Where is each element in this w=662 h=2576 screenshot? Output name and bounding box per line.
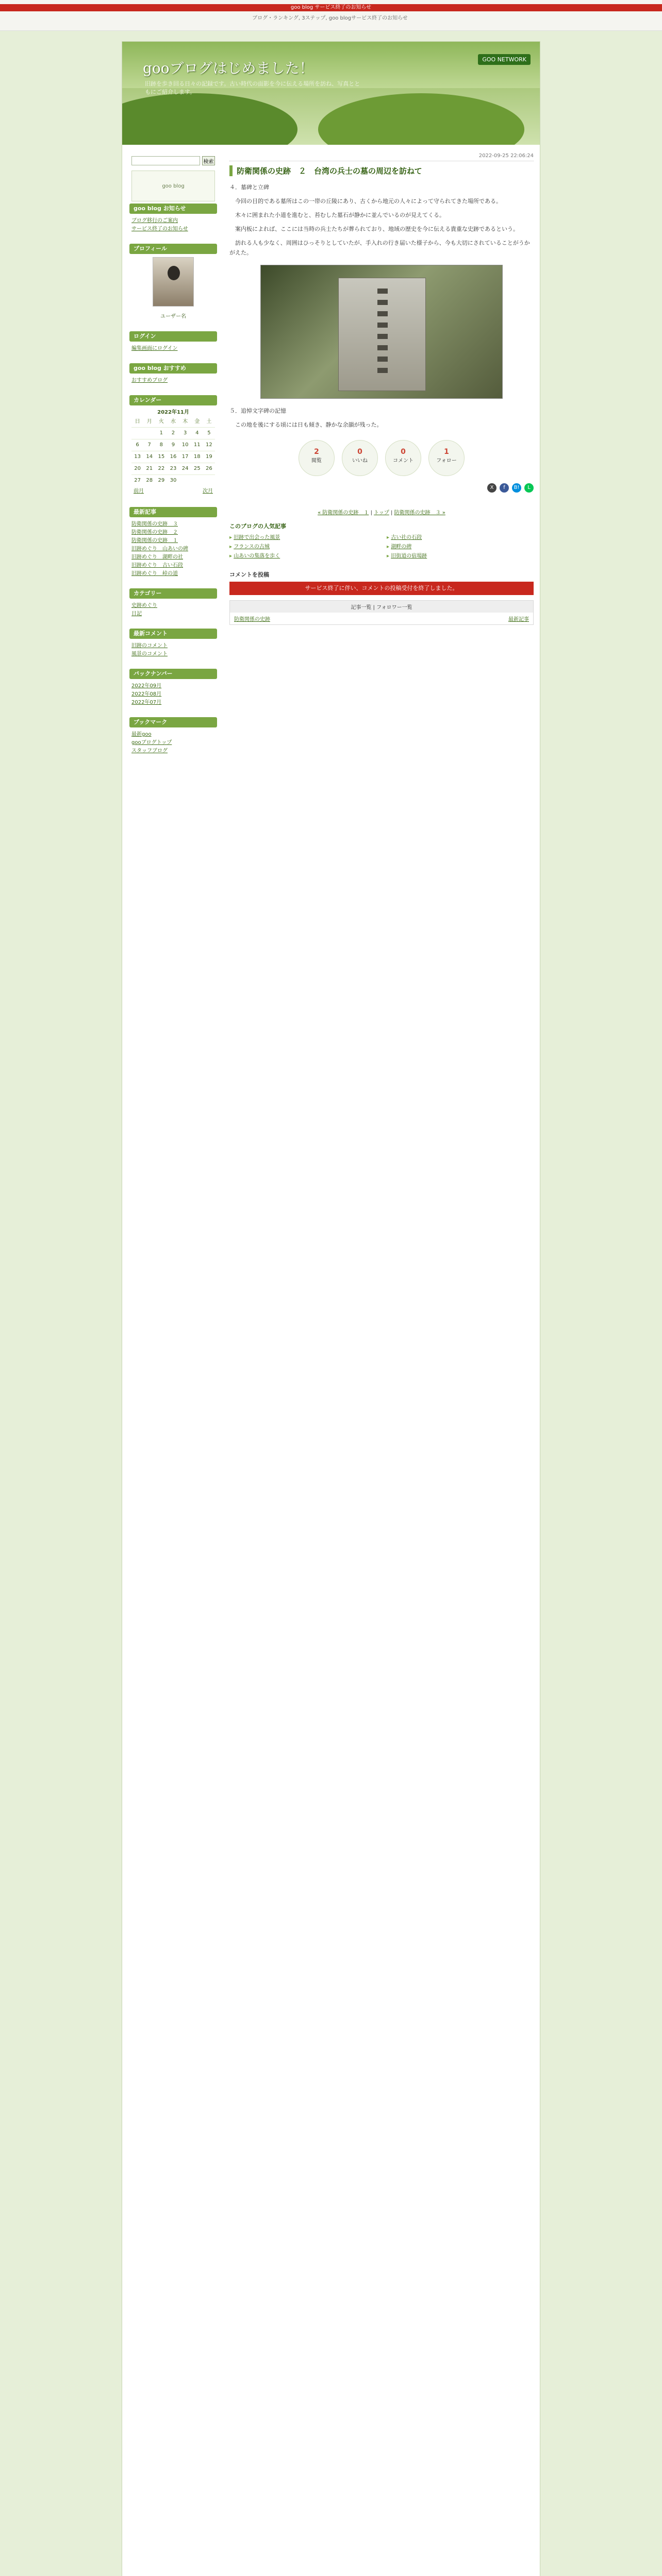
calendar-day-cell[interactable]: 7	[143, 439, 155, 451]
calendar-day-header: 土	[206, 419, 212, 425]
calendar-week-row	[131, 428, 215, 439]
calendar-day-cell[interactable]: 3	[179, 428, 191, 439]
goo-blog-news-link[interactable]: サービス終了のお知らせ	[131, 226, 188, 232]
backnumber-box	[129, 669, 217, 710]
blog-title[interactable]: gooブログはじめました！	[143, 60, 314, 77]
stat-value: 0	[357, 448, 362, 456]
backnumber-link[interactable]: 2022年07月	[131, 700, 162, 705]
recommend-box	[129, 363, 217, 388]
stat-item[interactable]	[428, 440, 465, 476]
calendar-day-cell[interactable]	[143, 428, 155, 439]
bookmark-link[interactable]: 最新goo	[131, 732, 152, 737]
blog-header	[122, 42, 540, 145]
service-notice[interactable]	[0, 4, 662, 11]
calendar-day-cell[interactable]: 25	[191, 463, 203, 475]
entry-paragraph: ４．墓碑と立碑	[229, 184, 269, 191]
goo-blog-news-title: goo blog お知らせ	[129, 204, 217, 214]
related-posts	[229, 522, 534, 561]
comment-section	[229, 570, 534, 625]
stat-label: コメント	[393, 458, 413, 464]
stat-item[interactable]	[385, 440, 421, 476]
stat-value: 1	[444, 448, 449, 456]
category-link[interactable]: 日記	[131, 611, 142, 617]
calendar-day-cell[interactable]: 24	[179, 463, 191, 475]
related-post-link[interactable]: 古い社の石段	[391, 535, 422, 540]
entry-body	[229, 182, 534, 258]
calendar-day-cell[interactable]: 9	[167, 439, 179, 451]
stat-label: いいね	[352, 458, 368, 464]
entry-paragraph: 訪れる人も少なく、周囲はひっそりとしていたが、手入れの行き届いた様子から、今も大切にされていることがうかがえた。	[229, 240, 530, 256]
entry-list-left[interactable]: 防衛関係の史跡	[234, 617, 270, 622]
header-hill-left	[122, 93, 297, 145]
stat-value: 2	[314, 448, 319, 456]
comments-box	[129, 629, 217, 662]
entry-list-box	[229, 600, 534, 625]
comments-title: 最新コメント	[129, 629, 217, 639]
entry-stats	[229, 440, 534, 476]
entry-section-heading: ５．追悼文字碑の記憶	[229, 408, 286, 414]
recent-entry-link[interactable]: 旧跡めぐり 峠の道	[131, 571, 178, 577]
calendar-day-header: 日	[135, 419, 140, 425]
calendar-day-cell[interactable]	[191, 475, 203, 487]
calendar-day-cell[interactable]: 21	[143, 463, 155, 475]
x-share-icon[interactable]: X	[487, 483, 496, 493]
calendar-day-cell[interactable]: 20	[131, 463, 143, 475]
recent-entry-link[interactable]: 防衛関係の史跡 ３	[131, 521, 178, 527]
entry-paragraph: 今回の目的である墓所はこの一帯の丘陵にあり、古くから地元の人々によって守られてきた場所である。	[229, 198, 502, 205]
calendar-day-header: 金	[194, 419, 200, 425]
related-post-link[interactable]: フランスの古城	[234, 544, 270, 550]
related-post-link[interactable]: 山あいの集落を歩く	[234, 553, 280, 559]
calendar-prev-link[interactable]: 前月	[134, 488, 144, 494]
calendar-day-cell[interactable]: 15	[155, 451, 167, 463]
related-heading: このブログの人気記事	[229, 523, 286, 530]
calendar-day-cell[interactable]: 30	[167, 475, 179, 487]
recent-box	[129, 507, 217, 581]
memorial-stone-image	[338, 278, 426, 391]
recent-entry-link[interactable]: 防衛関係の史跡 １	[131, 538, 178, 544]
related-post-link[interactable]: 湖畔の碑	[391, 544, 412, 550]
facebook-share-icon[interactable]: f	[500, 483, 509, 493]
bookmark-link[interactable]: gooブログトップ	[131, 740, 172, 745]
calendar-week-row	[131, 475, 215, 487]
calendar-week-row	[131, 463, 215, 475]
calendar-day-cell[interactable]: 29	[155, 475, 167, 487]
sidebar	[129, 153, 217, 766]
next-entry-link[interactable]: 防衛関係の史跡 ３ »	[394, 510, 445, 516]
calendar-day-cell[interactable]: 28	[143, 475, 155, 487]
calendar-month: 2022年11月	[157, 410, 189, 415]
related-post-link[interactable]: 旧街道の宿場跡	[391, 553, 427, 559]
comment-closed-banner[interactable]: サービス終了に伴い、コメントの投稿受付を終了しました。	[229, 582, 534, 595]
header-hill-right	[318, 93, 524, 145]
calendar-day-header: 月	[146, 419, 152, 425]
recent-entry-link[interactable]: 旧跡めぐり 山あいの碑	[131, 546, 188, 552]
category-link[interactable]: 史跡めぐり	[131, 603, 157, 608]
login-link[interactable]: 編集画面にログイン	[131, 346, 178, 351]
calendar-day-cell[interactable]: 22	[155, 463, 167, 475]
calendar-week-row	[131, 451, 215, 463]
recent-entry-link[interactable]: 防衛関係の史跡 ２	[131, 530, 178, 535]
calendar-day-cell[interactable]: 26	[203, 463, 215, 475]
entry-list-right[interactable]: 最新記事	[508, 617, 529, 622]
search-form	[129, 153, 217, 168]
search-button[interactable]: 検索	[202, 156, 215, 165]
calendar-day-cell[interactable]: 19	[203, 451, 215, 463]
calendar-day-cell[interactable]: 27	[131, 475, 143, 487]
stat-item[interactable]	[342, 440, 378, 476]
bookmark-title: ブックマーク	[129, 717, 217, 727]
calendar-day-header: 火	[158, 419, 164, 425]
calendar-day-cell[interactable]: 14	[143, 451, 155, 463]
backnumber-link[interactable]: 2022年08月	[131, 691, 162, 697]
calendar-day-cell[interactable]: 1	[155, 428, 167, 439]
entry-photo[interactable]	[260, 265, 503, 399]
comment-link[interactable]: 旧跡のコメント	[131, 643, 168, 649]
goo-network-logo[interactable]: GOO NETWORK	[478, 54, 531, 65]
category-box	[129, 588, 217, 621]
calendar-day-cell[interactable]: 17	[179, 451, 191, 463]
comment-heading: コメントを投稿	[229, 571, 269, 578]
backnumber-title: バックナンバー	[129, 669, 217, 679]
profile-name[interactable]: ユーザー名	[160, 314, 186, 319]
blog-page	[122, 41, 540, 2576]
calendar-day-cell[interactable]	[131, 428, 143, 439]
stat-label: フォロー	[436, 458, 457, 464]
stat-item[interactable]	[299, 440, 335, 476]
main-content	[229, 153, 534, 625]
bookmark-link[interactable]: スタッフブログ	[131, 748, 168, 754]
entry-paragraph: この地を後にする頃には日も傾き、静かな余韻が残った。	[229, 421, 383, 428]
entry-body-2	[229, 406, 534, 430]
search-input[interactable]	[131, 156, 200, 165]
calendar-day-cell[interactable]: 5	[203, 428, 215, 439]
calendar-day-cell[interactable]	[203, 475, 215, 487]
recommend-link[interactable]: おすすめブログ	[131, 378, 168, 383]
goo-blog-badge[interactable]: goo blog	[131, 171, 215, 201]
entry-list-row	[230, 613, 533, 624]
recent-title: 最新記事	[129, 507, 217, 517]
calendar-day-cell[interactable]: 12	[203, 439, 215, 451]
calendar-day-cell[interactable]	[179, 475, 191, 487]
entry-paragraph: 案内板によれば、ここには当時の兵士たちが葬られており、地域の歴史を今に伝える貴重な史跡であるという。	[229, 226, 519, 232]
top-bar	[0, 0, 662, 31]
calendar-table	[131, 417, 215, 486]
prev-entry-link[interactable]: « 防衛関係の史跡 １	[318, 510, 369, 516]
login-box	[129, 331, 217, 356]
calendar-body	[131, 428, 215, 487]
calendar-day-cell[interactable]: 8	[155, 439, 167, 451]
recommend-title: goo blog おすすめ	[129, 363, 217, 374]
backnumber-link[interactable]: 2022年09月	[131, 683, 162, 689]
ad-strip[interactable]: ブログ・ランキング, 3ステップ, goo blogサービス終了のお知らせ	[252, 15, 408, 21]
calendar-nav	[131, 486, 215, 497]
comment-link[interactable]: 風景のコメント	[131, 651, 168, 657]
goo-blog-news-link[interactable]: ブログ移行のご案内	[131, 218, 178, 224]
calendar-day-cell[interactable]: 10	[179, 439, 191, 451]
entry-paragraph: 木々に囲まれた小道を進むと、苔むした墓石が静かに並んでいるのが見えてくる。	[229, 212, 445, 218]
share-buttons	[229, 483, 534, 493]
calendar-day-header: 木	[183, 419, 188, 425]
stat-value: 0	[401, 448, 406, 456]
avatar[interactable]	[153, 257, 194, 307]
entry-list-header[interactable]: 記事一覧 | フォロワー一覧	[230, 601, 533, 613]
category-title: カテゴリー	[129, 588, 217, 599]
calendar-day-cell[interactable]: 6	[131, 439, 143, 451]
bookmark-box	[129, 717, 217, 758]
calendar-day-cell[interactable]: 4	[191, 428, 203, 439]
goo-blog-news-list	[129, 214, 217, 236]
goo-blog-news-box	[129, 204, 217, 236]
calendar-day-cell[interactable]: 18	[191, 451, 203, 463]
calendar-title: カレンダー	[129, 395, 217, 405]
notice-text: goo blog サービス終了のお知らせ	[290, 5, 372, 10]
blog-description: 旧跡を歩き回る日々の記録です。古い時代の面影を今に伝える場所を訪ね、写真とともにご紹介します。	[145, 80, 360, 95]
login-title: ログイン	[129, 331, 217, 342]
related-post-link[interactable]: 旧跡で出会った風景	[234, 535, 280, 540]
calendar-day-cell[interactable]: 13	[131, 451, 143, 463]
calendar-day-header: 水	[170, 419, 176, 425]
top-link[interactable]: トップ	[374, 510, 389, 516]
calendar-day-cell[interactable]: 16	[167, 451, 179, 463]
stat-label: 閲覧	[311, 458, 322, 464]
calendar-day-cell[interactable]: 2	[167, 428, 179, 439]
calendar-week-row	[131, 439, 215, 451]
entry-title[interactable]: 防衛関係の史跡 ２ 台湾の兵士の墓の周辺を訪ねて	[229, 165, 534, 176]
hatena-share-icon[interactable]: B!	[512, 483, 521, 493]
recent-list	[129, 517, 217, 581]
profile-box	[129, 244, 217, 324]
entry-date: 2022-09-25 22:06:24	[229, 153, 534, 161]
calendar-box	[129, 395, 217, 500]
line-share-icon[interactable]: L	[524, 483, 534, 493]
entry-navigation: « 防衛関係の史跡 １ | トップ | 防衛関係の史跡 ３ »	[318, 510, 445, 516]
profile-title: プロフィール	[129, 244, 217, 254]
recent-entry-link[interactable]: 旧跡めぐり 古い石段	[131, 563, 183, 568]
calendar-day-cell[interactable]: 23	[167, 463, 179, 475]
calendar-next-link[interactable]: 次月	[203, 488, 213, 494]
recent-entry-link[interactable]: 旧跡めぐり 湖畔の社	[131, 554, 183, 560]
calendar-day-cell[interactable]: 11	[191, 439, 203, 451]
